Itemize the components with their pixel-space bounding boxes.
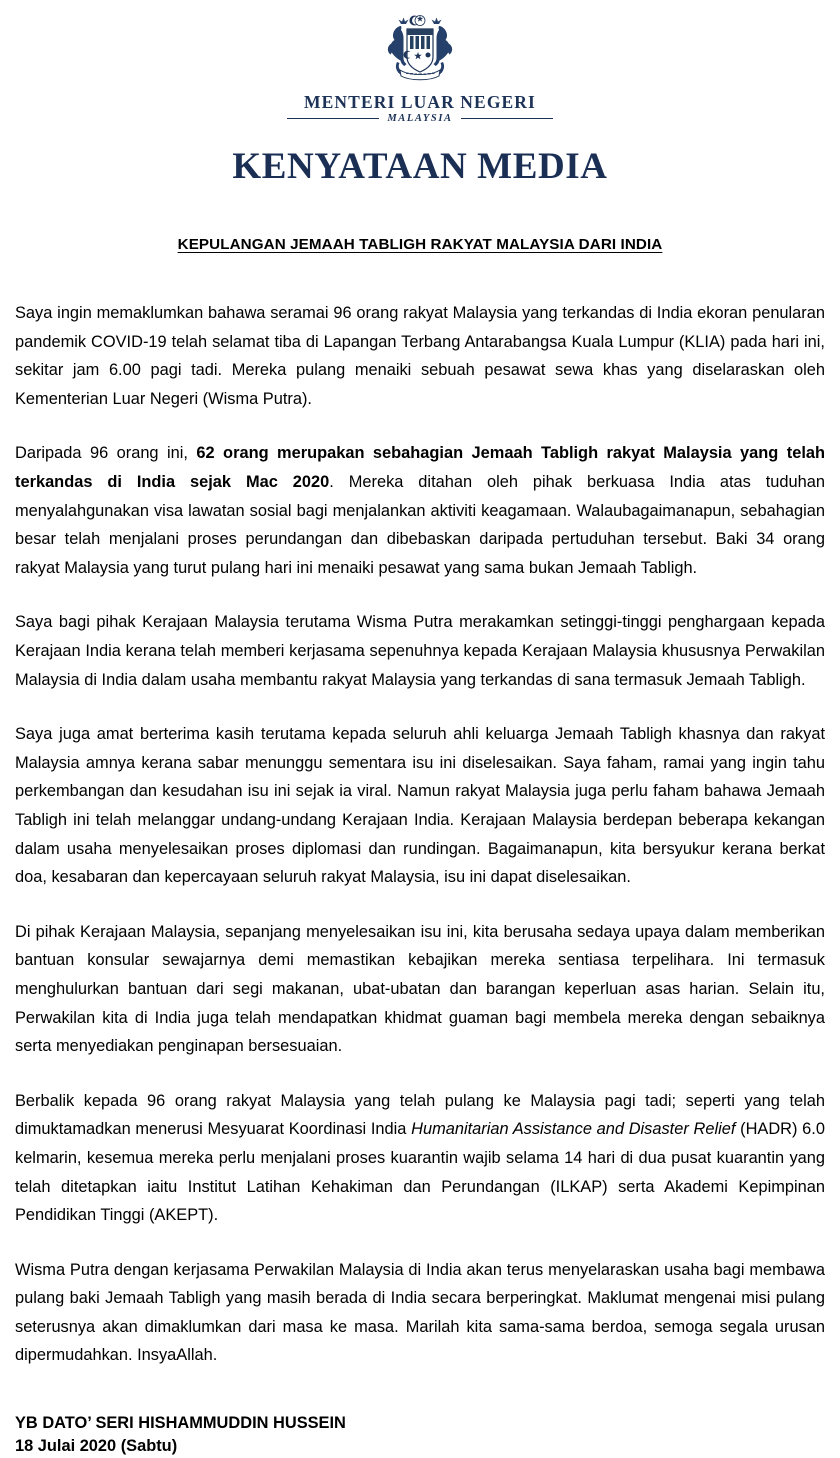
paragraph-2-emphasis: 62 orang merupakan sebahagian Jemaah Tabligh rakyat Malaysia yang telah terkandas di India sejak Mac 2020 [15, 444, 825, 492]
paragraph-6 [15, 1087, 825, 1230]
ministry-name: MENTERI LUAR NEGERI [304, 92, 536, 112]
signoff-date: 18 Julai 2020 (Sabtu) [15, 1437, 178, 1456]
divider-left [287, 118, 379, 119]
paragraph-5: Di pihak Kerajaan Malaysia, sepanjang menyelesaikan isu ini, kita berusaha sedaya upaya dalam memberikan bantuan konsular sewajarnya demi memastikan kebajikan mereka sentiasa terpelihara. Ini termasuk menghulurkan bantuan dari segi makanan, ubat-ubatan dan barangan keperluan asas harian. Selain itu, Perwakilan kita di India juga telah mendapatkan khidmat guaman bagi membela mereka dengan sebaiknya serta menyediakan penginapan bersesuaian. [15, 922, 825, 1056]
signoff-name: YB DATO’ SERI HISHAMMUDDIN HUSSEIN [15, 1414, 346, 1433]
paragraph-6-part-b: (HADR) 6.0 kelmarin, kesemua mereka perlu menjalani proses kuarantin wajib selama 14 hari di dua pusat kuarantin yang telah ditetapkan iaitu Institut Latihan Kehakiman dan Perundangan (ILKAP) serta Akademi Kepimpinan Pendidikan Tinggi (AKEPT). [15, 1120, 825, 1225]
paragraph-3: Saya bagi pihak Kerajaan Malaysia terutama Wisma Putra merakamkan setinggi-tinggi penghargaan kepada Kerajaan India kerana telah memberi kerjasama sepenuhnya kepada Kerajaan Malaysia khususnya Perwakilan Malaysia di India dalam usaha membantu rakyat Malaysia yang terkandas di sana termasuk Jemaah Tabligh. [15, 613, 825, 689]
document-body [15, 299, 825, 1370]
signoff-block [15, 1412, 825, 1458]
paragraph-1: Saya ingin memaklumkan bahawa seramai 96 orang rakyat Malaysia yang terkandas di India ekoran penularan pandemik COVID-19 telah selamat tiba di Lapangan Terbang Antarabangsa Kuala Lumpur (KLIA) pada hari ini, sekitar jam 6.00 pagi tadi. Mereka pulang menaiki sebuah pesawat sewa khas yang diselaraskan oleh Kementerian Luar Negeri (Wisma Putra). [15, 304, 825, 408]
paragraph-7: Wisma Putra dengan kerjasama Perwakilan Malaysia di India akan terus menyelaraskan usaha bagi membawa pulang baki Jemaah Tabligh yang masih berada di India secara berperingkat. Maklumat mengenai misi pulang seterusnya akan dimaklumkan dari masa ke masa. Marilah kita sama-sama berdoa, semoga segala urusan dipermudahkan. InsyaAllah. [15, 1260, 825, 1365]
paragraph-4: Saya juga amat berterima kasih terutama kepada seluruh ahli keluarga Jemaah Tabligh khasnya dan rakyat Malaysia amnya kerana sabar menunggu sementara isu ini diselesaikan. Saya faham, ramai yang ingin tahu perkembangan dan kesudahan isu ini sejak ia viral. Namun rakyat Malaysia juga perlu faham bahawa Jemaah Tabligh ini telah melanggar undang-undang Kerajaan India. Kerajaan Malaysia berdepan beberapa kekangan dalam usaha menyelesaikan proses diplomasi dan rundingan. Bagaimanapun, kita bersyukur kerana berkat doa, kesabaran dan kepercayaan seluruh rakyat Malaysia, isu ini dapat diselesaikan. [15, 725, 825, 887]
ministry-country: MALAYSIA [387, 113, 453, 125]
divider-right [461, 118, 553, 119]
paragraph-2 [15, 439, 825, 582]
paragraph-6-part-a: Berbalik kepada 96 orang rakyat Malaysia yang telah pulang ke Malaysia pagi tadi; seperti yang telah dimuktamadkan menerusi Mesyuarat Koordinasi India [15, 1091, 825, 1139]
page-title: KENYATAAN MEDIA [232, 146, 608, 188]
letterhead [15, 0, 825, 124]
paragraph-6-italic-term: Humanitarian Assistance and Disaster Relief [411, 1120, 736, 1139]
ministry-country-row [15, 113, 825, 124]
document-subtitle: KEPULANGAN JEMAAH TABLIGH RAKYAT MALAYSIA DARI INDIA [177, 236, 663, 254]
paragraph-2-part-a: Daripada 96 orang ini, [15, 444, 197, 463]
paragraph-2-part-b: . Mereka ditahan oleh pihak berkuasa India atas tuduhan menyalahgunakan visa lawatan sosial bagi menjalankan aktiviti keagamaan. Walaubagaimanapun, sebahagian besar telah menjalani proses perundangan dan dibebaskan daripada pertuduhan tersebut. Baki 34 orang rakyat Malaysia yang turut pulang hari ini menaiki pesawat yang sama bukan Jemaah Tabligh. [15, 473, 825, 577]
malaysia-coat-of-arms-icon [364, 14, 476, 88]
